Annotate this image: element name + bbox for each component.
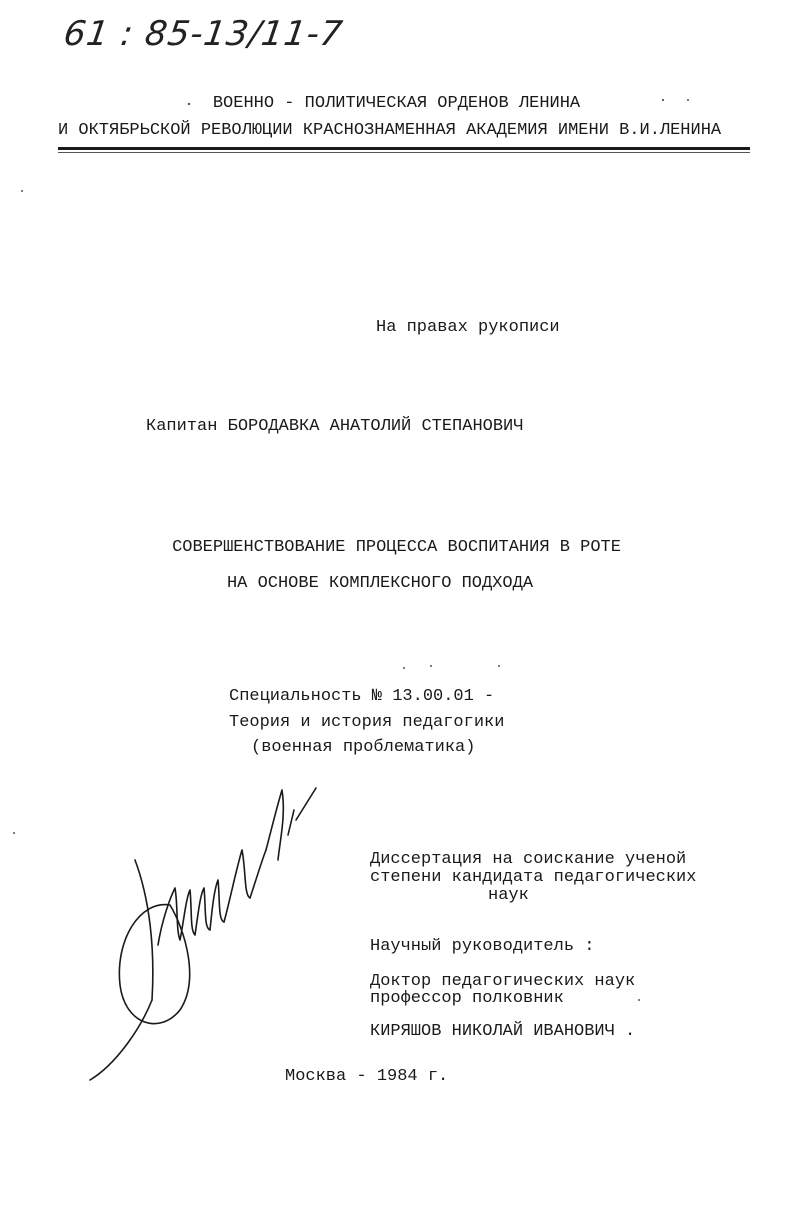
specialty-line-2: Теория и история педагогики	[229, 713, 505, 732]
manuscript-note: На правах рукописи	[376, 318, 560, 337]
header-line-1: ВОЕННО - ПОЛИТИЧЕСКАЯ ОРДЕНОВ ЛЕНИНА	[212, 94, 581, 113]
advisor-name: КИРЯШОВ НИКОЛАЙ ИВАНОВИЧ .	[370, 1022, 636, 1041]
dissertation-line-2: степени кандидата педагогических	[370, 868, 697, 887]
header-line-2: И ОКТЯБРЬСКОЙ РЕВОЛЮЦИИ КРАСНОЗНАМЕННАЯ АКАДЕМИЯ ИМЕНИ В.И.ЛЕНИНА	[58, 121, 722, 140]
specialty-line-1: Специальность № 13.00.01 -	[229, 687, 495, 706]
handwritten-signature	[80, 780, 330, 1090]
dissertation-line-3: наук	[488, 886, 529, 905]
specialty-line-3: (военная проблематика)	[251, 738, 476, 757]
place-and-year: Москва - 1984 г.	[285, 1067, 449, 1086]
header-rule	[58, 147, 750, 150]
author-name: Капитан БОРОДАВКА АНАТОЛИЙ СТЕПАНОВИЧ	[146, 417, 524, 436]
header-rule-thin	[58, 152, 750, 153]
advisor-label: Научный руководитель :	[370, 937, 595, 956]
advisor-title-line-1: Доктор педагогических наук	[370, 972, 636, 991]
archive-code: 61 : 85-13/11-7	[61, 14, 346, 54]
thesis-title-line-1: СОВЕРШЕНСТВОВАНИЕ ПРОЦЕССА ВОСПИТАНИЯ В РОТЕ	[172, 538, 621, 557]
advisor-title-line-2: профессор полковник	[370, 989, 564, 1008]
dissertation-line-1: Диссертация на соискание ученой	[370, 850, 687, 869]
thesis-title-line-2: НА ОСНОВЕ КОМПЛЕКСНОГО ПОДХОДА	[226, 574, 534, 593]
